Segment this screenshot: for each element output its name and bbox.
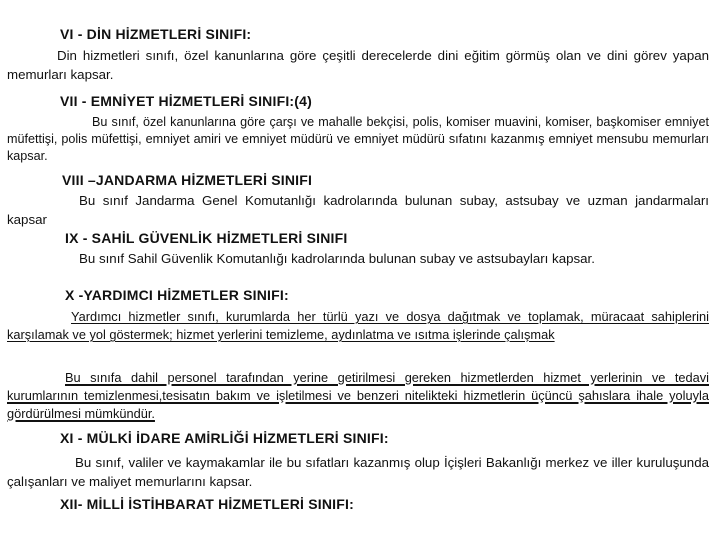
paragraph-emniyet-hizmetleri: Bu sınıf, özel kanunlarına göre çarşı ve mahalle bekçisi, polis, komiser muavini, komiser, başkomiser emniyet müfettişi, polis müfettişi, emniyet amiri ve emniyet müdürü ve emniyet müdürü sıfatını kazanmış emniyet mensubu memurları kapsar. — [7, 115, 709, 163]
paragraph-din-hizmetleri: Din hizmetleri sınıfı, özel kanunlarına göre çeşitli derecelerde dini eğitim görmüş olan ve dini görev yapan memurları kapsar. — [7, 48, 709, 82]
paragraph-sahil-guvenlik-hizmetleri: Bu sınıf Sahil Güvenlik Komutanlığı kadrolarında bulunan subay ve astsubayları kapsar. — [79, 251, 595, 266]
heading-sahil-guvenlik-hizmetleri: IX - SAHİL GÜVENLİK HİZMETLERİ SINIFI — [65, 230, 348, 246]
paragraph-mulki-idare-hizmetleri: Bu sınıf, valiler ve kaymakamlar ile bu sıfatları kazanmış olup İçişleri Bakanlığı merkez ve iller kuruluşunda çalışanları ve maliyet memurlarını kapsar. — [7, 455, 709, 489]
heading-yardimci-hizmetler: X -YARDIMCI HİZMETLER SINIFI: — [65, 287, 289, 303]
paragraph-yardimci-hizmetler-2: Bu sınıfa dahil personel tarafından yerine getirilmesi gereken hizmetlerden hizmet yerlerinin ve tedavi kurumlarının temizlenmesi,tesisatın bakım ve işletilmesi ve benzeri nitelikteki hizmetlerin üçüncü şahıslara ihale yoluyla gördürülmesi mümkündür. — [7, 370, 709, 421]
paragraph-jandarma-hizmetleri: Bu sınıf Jandarma Genel Komutanlığı kadrolarında bulunan subay, astsubay ve uzman jandarmaları kapsar — [7, 193, 709, 227]
heading-emniyet-hizmetleri: VII - EMNİYET HİZMETLERİ SINIFI:(4) — [60, 93, 312, 109]
heading-jandarma-hizmetleri: VIII –JANDARMA HİZMETLERİ SINIFI — [62, 172, 313, 188]
paragraph-yardimci-hizmetler-1: Yardımcı hizmetler sınıfı, kurumlarda her türlü yazı ve dosya dağıtmak ve toplamak, müracaat sahiplerini karşılamak ve yol göstermek; hizmet yerlerini temizleme, aydınlatma ve ısıtma işlerinde çalışmak — [7, 309, 709, 342]
heading-mulki-idare-hizmetleri: XI - MÜLKİ İDARE AMİRLİĞİ HİZMETLERİ SINIFI: — [60, 430, 389, 446]
heading-milli-istihbarat-hizmetleri: XII- MİLLİ İSTİHBARAT HİZMETLERİ SINIFI: — [60, 496, 354, 512]
heading-din-hizmetleri: VI - DİN HİZMETLERİ SINIFI: — [60, 26, 252, 42]
